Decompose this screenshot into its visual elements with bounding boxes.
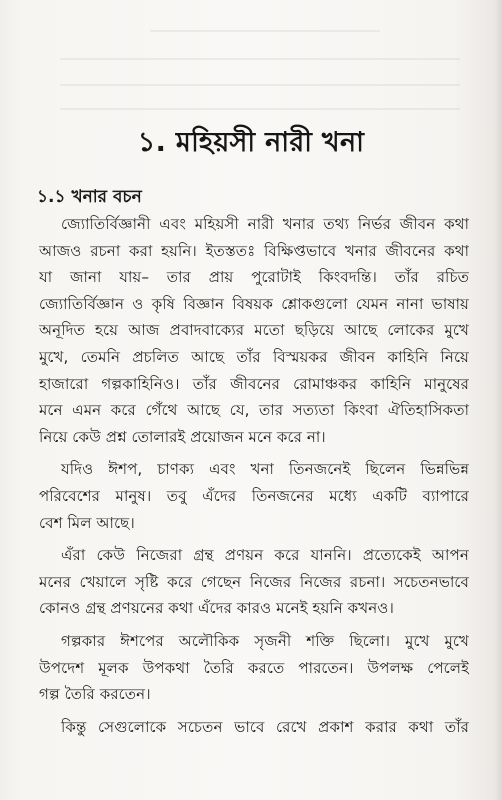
chapter-title: ১. মহিয়সী নারী খনা	[137, 127, 365, 158]
section-heading: ১.১ খনার বচন	[37, 187, 142, 207]
paragraph-2	[39, 456, 469, 536]
paragraph-4	[39, 628, 469, 708]
paragraph-1	[39, 211, 469, 450]
text-line: জ্যোতির্বিজ্ঞানী এবং মহিয়সী নারী খনার তথ্য নির্ভর জীবন কথা	[61, 215, 469, 233]
text-line: মুখে, তেমনি প্রচলিত আছে তাঁর বিস্ময়কর জীবন কাহিনি নিয়ে	[39, 347, 469, 366]
text-line: অনূদিত হয়ে আজ প্রবাদবাক্যের মতো ছড়িয়ে আছে লোকের মুখে	[39, 321, 469, 340]
text-line: যা জানা যায়– তার প্রায় পুরোটাই কিংবদন্তি। তাঁর রচিত	[39, 268, 469, 287]
text-line: মনে এমন করে গেঁথে আছে যে, তার সত্যতা কিংবা ঐতিহাসিকতা	[39, 401, 469, 420]
text-line: যদিও ঈশপ, চাণক্য এবং খনা তিনজনেই ছিলেন ভিন্নভিন্ন	[61, 460, 469, 479]
bleed-through-text	[0, 0, 502, 120]
text-line: এঁরা কেউ নিজেরা গ্রন্থ প্রণয়ন করে যাননি। প্রত্যেকেই আপন	[61, 546, 469, 565]
text-line: গল্পকার ঈশপের অলৌকিক সৃজনী শক্তি ছিলো। মুখে মুখে	[61, 631, 469, 650]
page-edge-shadow	[494, 0, 502, 800]
text-line: কিন্তু সেগুলোকে সচেতন ভাবে রেখে প্রকাশ করার কথা তাঁর	[61, 717, 469, 736]
text-line: পরিবেশের মানুষ। তবু এঁদের তিনজনের মধ্যে একটি ব্যাপারে	[39, 486, 469, 505]
text-line: জ্যোতির্বিজ্ঞান ও কৃষি বিজ্ঞান বিষয়ক শ্লোকগুলো যেমন নানা ভাষায়	[39, 294, 469, 313]
text-line: গল্প তৈরি করতেন।	[39, 685, 151, 704]
paragraph-5	[39, 714, 469, 741]
paragraph-3	[39, 542, 469, 622]
text-line: কোনও গ্রন্থ প্রণয়নের কথা এঁদের কারও মনেই হয়নি কখনও।	[39, 599, 394, 618]
text-line: বেশ মিল আছে।	[39, 513, 135, 532]
text-line: হাজারো গল্পকাহিনিও। তাঁর জীবনের রোমাঞ্চকর কাহিনি মানুষের	[39, 374, 469, 393]
text-line: উপদেশ মূলক উপকথা তৈরি করতে পারতেন। উপলক্ষ পেলেই	[39, 658, 469, 677]
body-text	[39, 211, 469, 746]
text-line: মনের খেয়ালে সৃষ্টি করে গেছেন নিজের নিজের রচনা। সচেতনভাবে	[39, 572, 469, 591]
text-line: আজও রচনা করা হয়নি। ইতস্ততঃ বিক্ষিপ্তভাবে খনার জীবনের কথা	[39, 241, 469, 260]
text-line: নিয়ে কেউ প্রশ্ন তোলারই প্রয়োজন মনে করে না।	[39, 427, 326, 446]
